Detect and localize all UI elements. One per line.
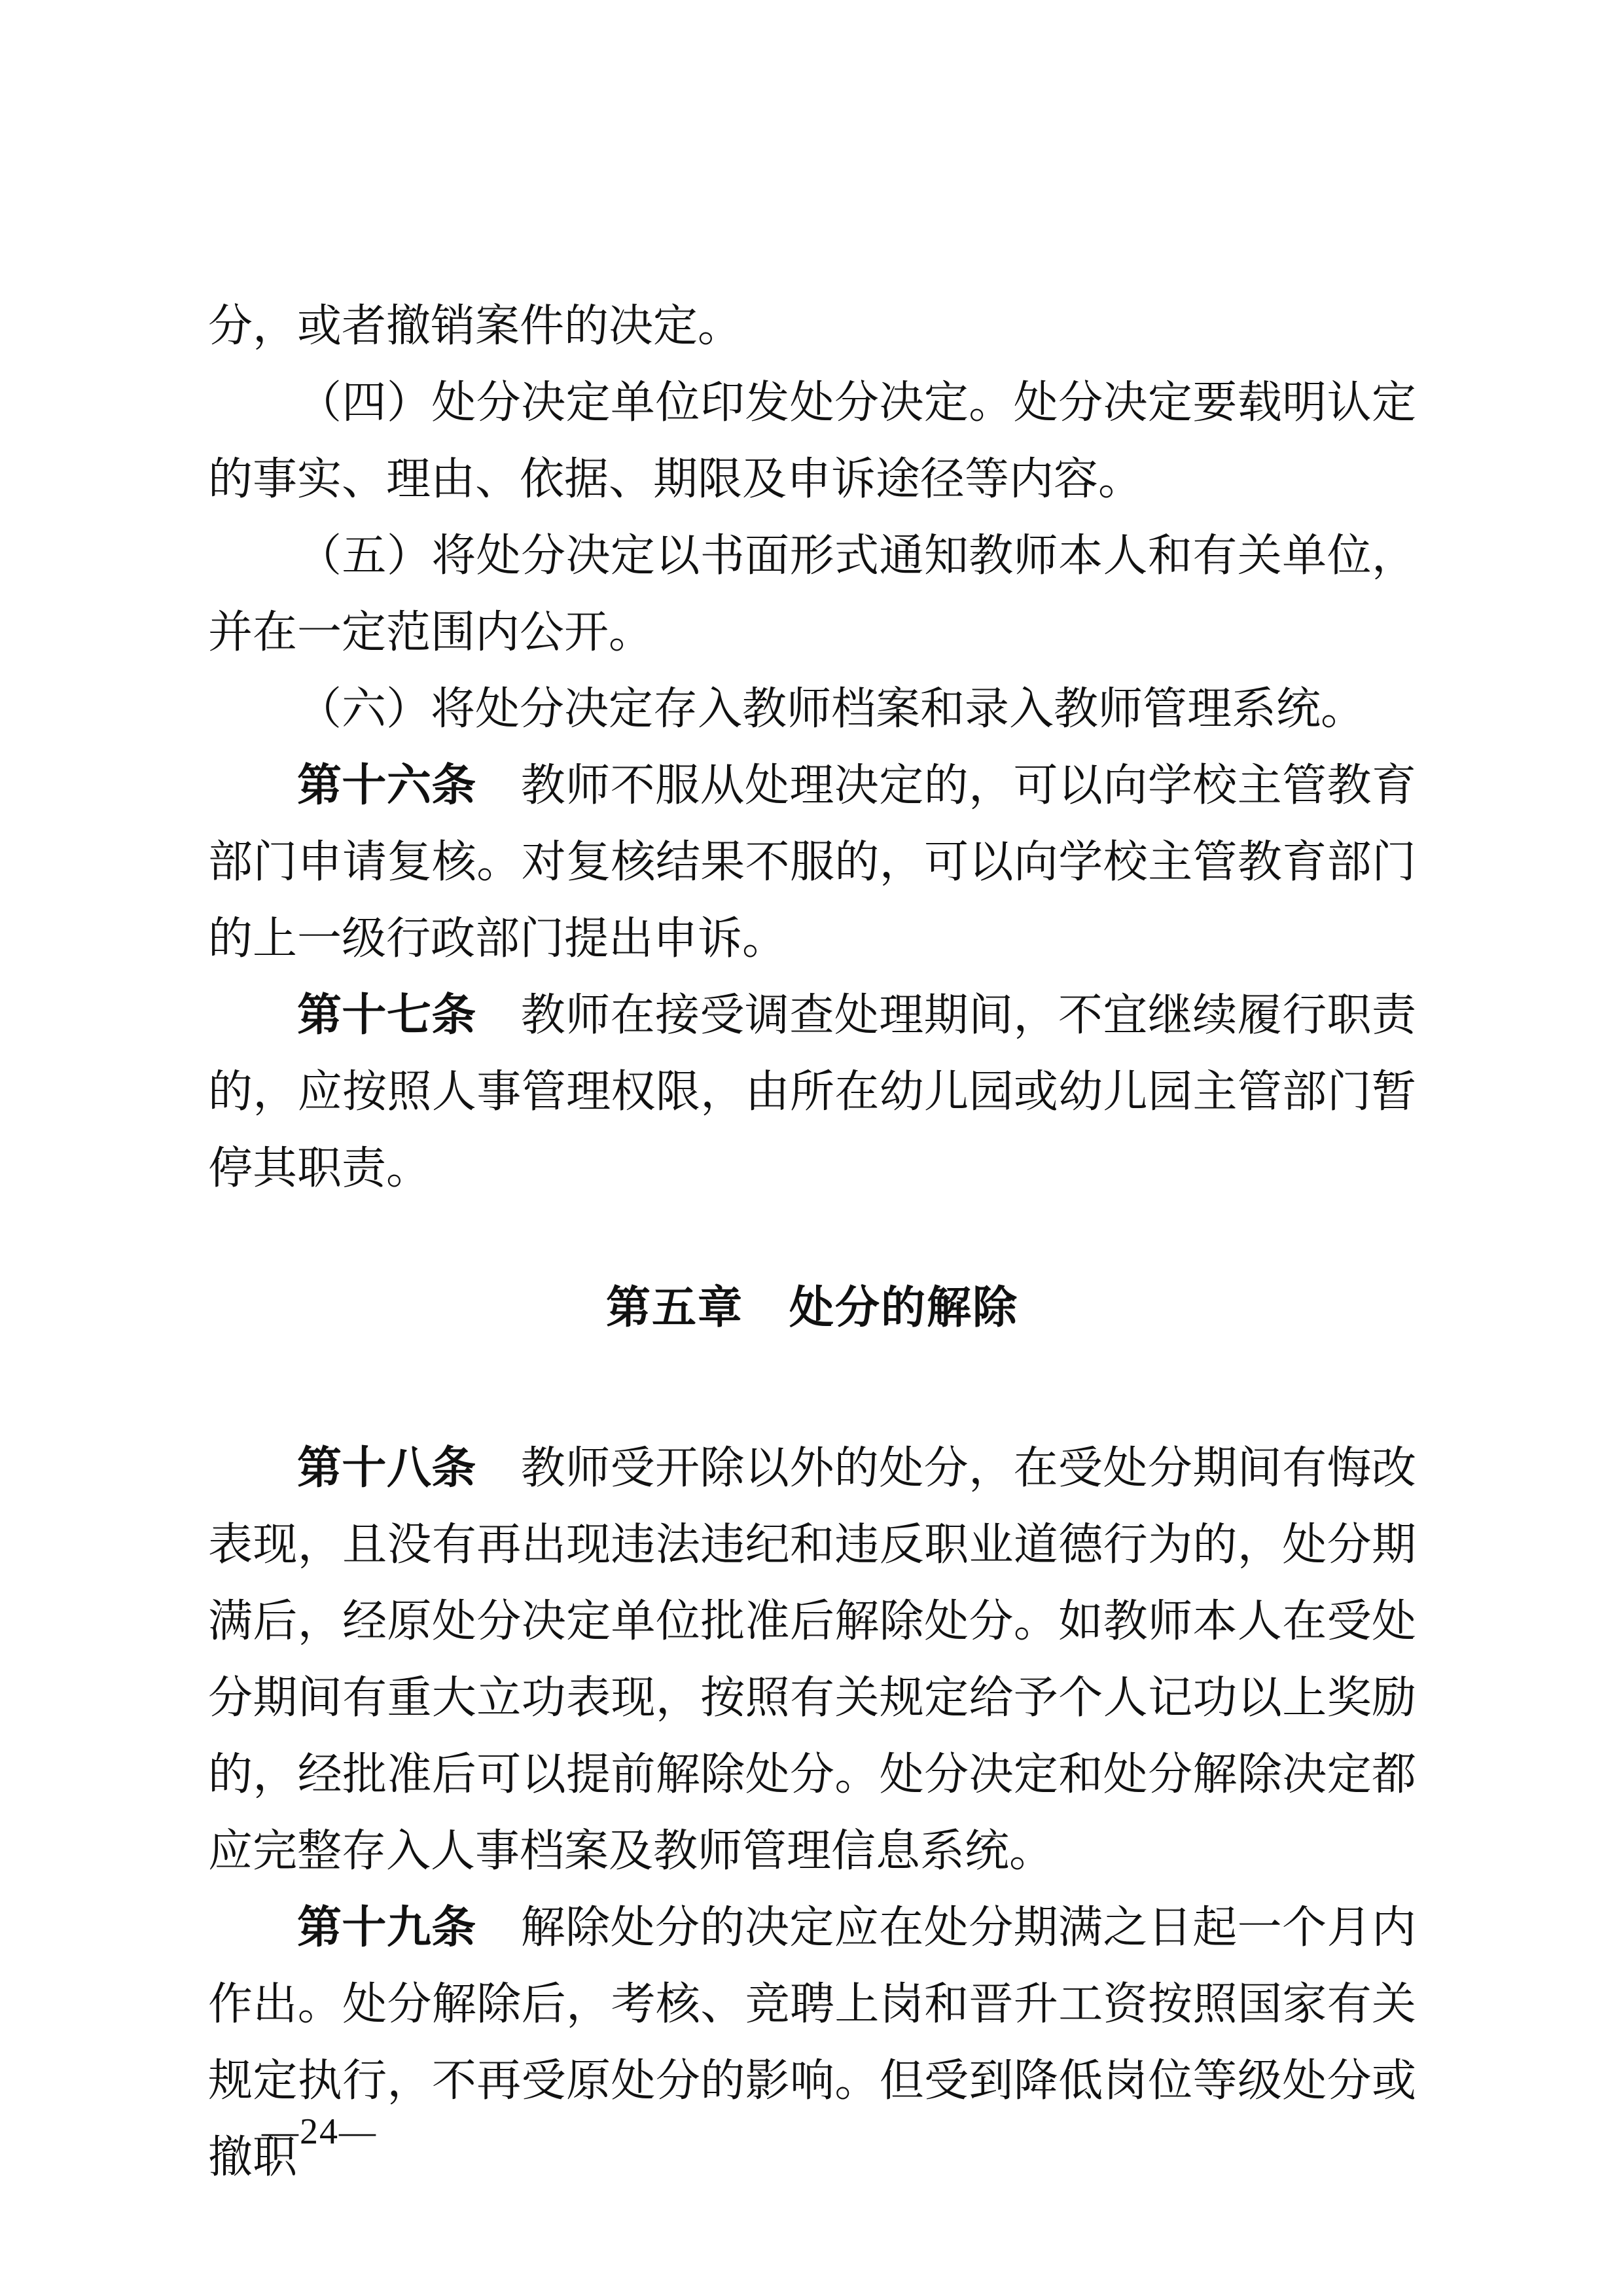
paragraph-text: （六）将处分决定存入教师档案和录入教师管理系统。 — [297, 683, 1366, 735]
paragraph-item-6 — [208, 671, 1416, 747]
article-text: 解除处分的决定应在处分期满之日起一个月内作出。处分解除后，考核、竞聘上岗和晋升工资按照国家有关规定执行，不再受原处分的影响。但受到降低岗位等级处分或撤职 — [208, 1902, 1416, 2183]
article-label: 第十七条 — [297, 990, 476, 1041]
paragraph-continuation — [208, 288, 1416, 365]
paragraph-item-4 — [208, 365, 1416, 518]
article-text: 教师在接受调查处理期间，不宜继续履行职责的，应按照人事管理权限，由所在幼儿园或幼儿园主管部门暂停其职责。 — [208, 990, 1416, 1194]
article-label: 第十八条 — [297, 1443, 476, 1494]
paragraph-item-5 — [208, 518, 1416, 671]
article-19 — [208, 1890, 1416, 2196]
chapter-title: 第五章 处分的解除 — [605, 1282, 1018, 1334]
paragraph-text: 分，或者撤销案件的决定。 — [208, 300, 743, 352]
article-text: 教师不服从处理决定的，可以向学校主管教育部门申请复核。对复核结果不服的，可以向学校主管教育部门的上一级行政部门提出申诉。 — [208, 760, 1416, 965]
document-body — [208, 288, 1416, 2196]
paragraph-text: （五）将处分决定以书面形式通知教师本人和有关单位，并在一定范围内公开。 — [208, 530, 1416, 658]
article-17 — [208, 977, 1416, 1207]
paragraph-text: （四）处分决定单位印发处分决定。处分决定要载明认定的事实、理由、依据、期限及申诉途径等内容。 — [208, 377, 1416, 505]
article-label: 第十九条 — [297, 1902, 476, 1954]
article-label: 第十六条 — [297, 760, 476, 812]
article-text: 教师受开除以外的处分，在受处分期间有悔改表现，且没有再出现违法违纪和违反职业道德行为的，处分期满后，经原处分决定单位批准后解除处分。如教师本人在受处分期间有重大立功表现，按照有关规定给予个人记功以上奖励的，经批准后可以提前解除处分。处分决定和处分解除决定都应完整存入人事档案及教师管理信息系统。 — [208, 1443, 1416, 1877]
page-number: —24— — [262, 2111, 377, 2152]
article-16 — [208, 747, 1416, 977]
article-18 — [208, 1430, 1416, 1890]
